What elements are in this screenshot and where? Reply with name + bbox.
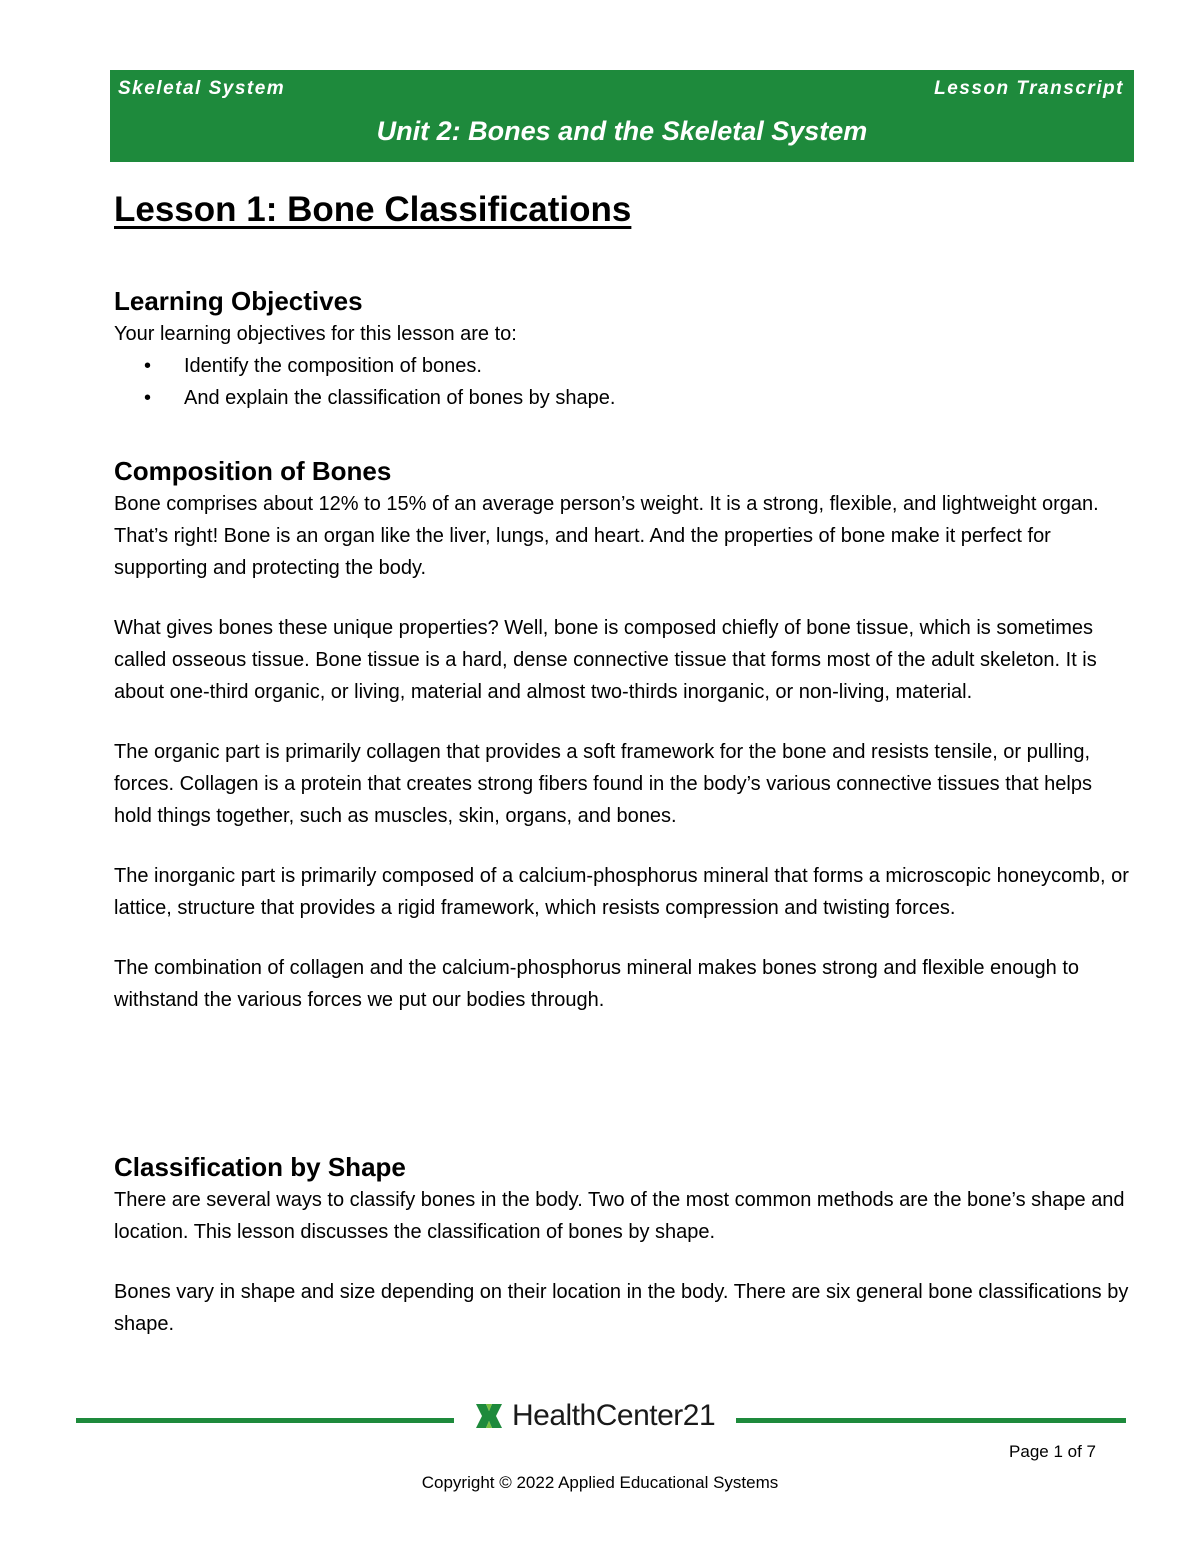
list-item: • Identify the composition of bones.: [184, 350, 1134, 382]
paragraph: Bones vary in shape and size depending on their location in the body. There are six general bone classifications by shape.: [114, 1281, 1129, 1335]
objectives-intro: Your learning objectives for this lesson are to:: [114, 323, 517, 345]
logo-text: HealthCenter21: [512, 1399, 716, 1432]
objectives-heading: Learning Objectives: [114, 286, 363, 316]
bullet-icon: •: [144, 355, 152, 377]
header-banner: [110, 70, 1134, 162]
classification-section: [114, 1150, 1134, 1340]
composition-section: [114, 454, 1134, 1016]
list-item: • And explain the classification of bones by shape.: [184, 382, 1134, 414]
logo-mark-icon: [474, 1402, 504, 1430]
objectives-section: [114, 284, 1134, 414]
composition-heading: Composition of Bones: [114, 456, 392, 486]
main-content: [114, 190, 1134, 1335]
copyright: Copyright © 2022 Applied Educational Systems: [421, 1473, 779, 1492]
paragraph: The combination of collagen and the calcium-phosphorus mineral makes bones strong and flexible enough to withstand the various forces we put our bodies through.: [114, 957, 1080, 1011]
footer-divider-right: [736, 1418, 1126, 1423]
objectives-list: [114, 350, 1134, 414]
paragraph: Bone comprises about 12% to 15% of an average person’s weight. It is a strong, flexible, and lightweight organ. That’s right! Bone is an organ like the liver, lungs, and heart. And the properties of bone make it perfect for supporting and protecting the body.: [114, 493, 1099, 579]
lesson-title: Lesson 1: Bone Classifications: [114, 190, 632, 229]
healthcenter21-logo: [474, 1399, 715, 1433]
bullet-icon: •: [144, 387, 152, 409]
paragraph: The inorganic part is primarily composed of a calcium-phosphorus mineral that forms a microscopic honeycomb, or lattice, structure that provides a rigid framework, which resists compression and twisting forces.: [114, 865, 1129, 919]
paragraph: The organic part is primarily collagen that provides a soft framework for the bone and resists tensile, or pulling, forces. Collagen is a protein that creates strong fibers found in the body’s various connective tissues that helps hold things together, such as muscles, skin, organs, and bones.: [114, 741, 1092, 827]
page-number: Page 1 of 7: [1009, 1442, 1096, 1461]
course-title: Skeletal System: [118, 78, 286, 99]
footer-divider-left: [76, 1418, 454, 1423]
classification-heading: Classification by Shape: [114, 1152, 406, 1182]
document-type: Lesson Transcript: [934, 78, 1124, 99]
unit-title: Unit 2: Bones and the Skeletal System: [376, 116, 868, 146]
paragraph: What gives bones these unique properties? Well, bone is composed chiefly of bone tissue, which is sometimes called osseous tissue. Bone tissue is a hard, dense connective tissue that forms most of the adult skeleton. It is about one-third organic, or living, material and almost two-thirds inorganic, or non-living, material.: [114, 617, 1097, 703]
paragraph: There are several ways to classify bones in the body. Two of the most common methods are the bone’s shape and location. This lesson discusses the classification of bones by shape.: [114, 1189, 1125, 1243]
